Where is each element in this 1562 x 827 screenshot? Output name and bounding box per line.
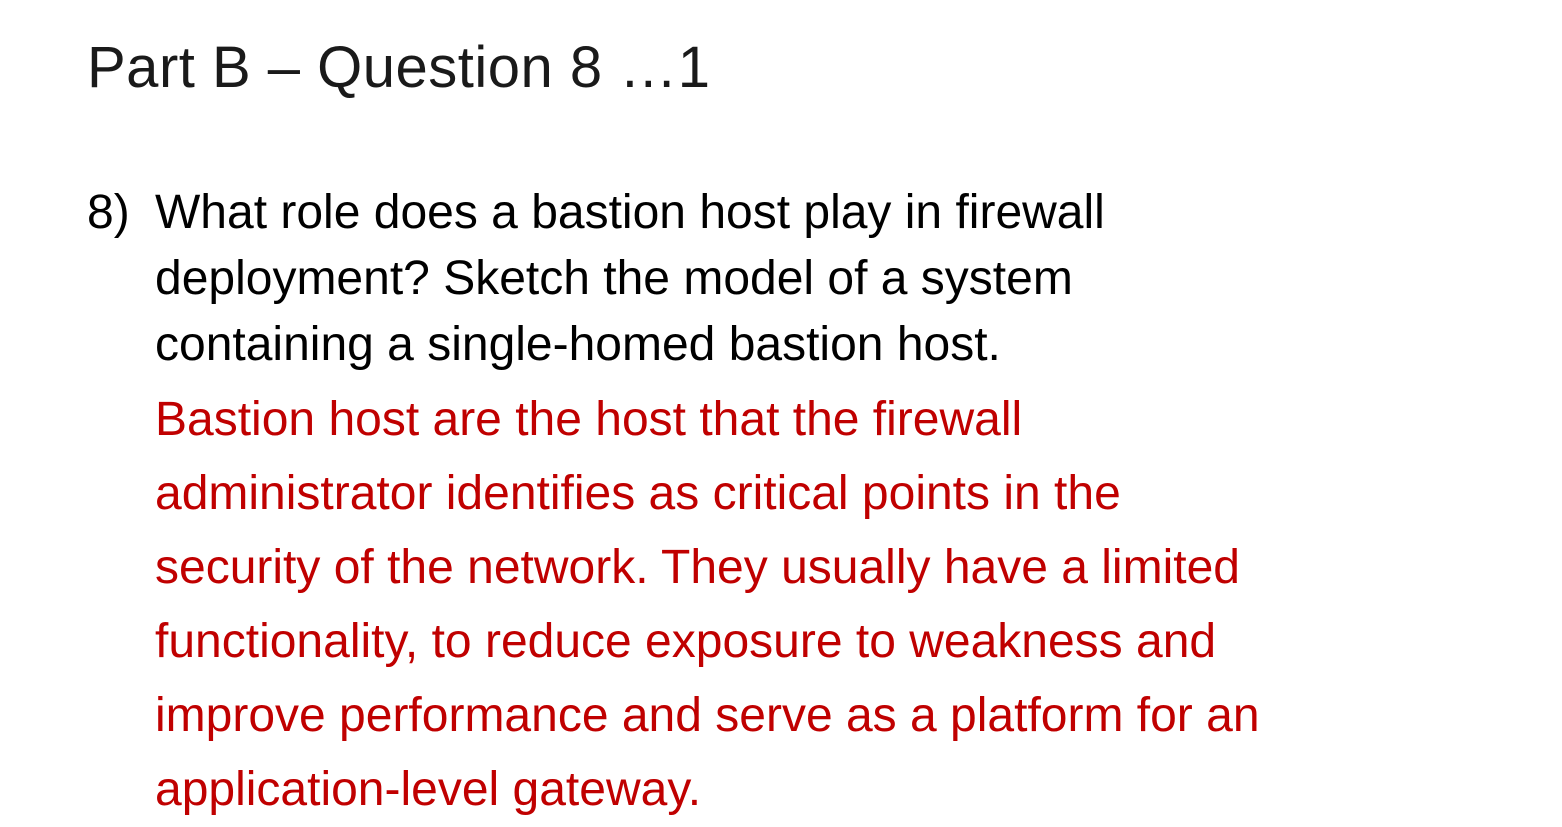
answer-line: improve performance and serve as a platform for an — [155, 689, 1260, 742]
question-line: deployment? Sketch the model of a system — [155, 252, 1073, 305]
answer-line: security of the network. They usually have a limited — [155, 541, 1240, 594]
question-text — [155, 180, 1475, 378]
answer-line: functionality, to reduce exposure to weakness and — [155, 615, 1217, 668]
answer-block — [155, 383, 1535, 827]
answer-line: application-level gateway. — [155, 763, 702, 816]
answer-line: administrator identifies as critical points in the — [155, 467, 1121, 520]
question-line: containing a single-homed bastion host. — [155, 318, 1001, 371]
question-number: 8) — [87, 186, 130, 239]
question-line: What role does a bastion host play in firewall — [155, 186, 1105, 239]
slide-title: Part B – Question 8 …1 — [87, 35, 711, 100]
answer-line: Bastion host are the host that the firewall — [155, 393, 1023, 446]
